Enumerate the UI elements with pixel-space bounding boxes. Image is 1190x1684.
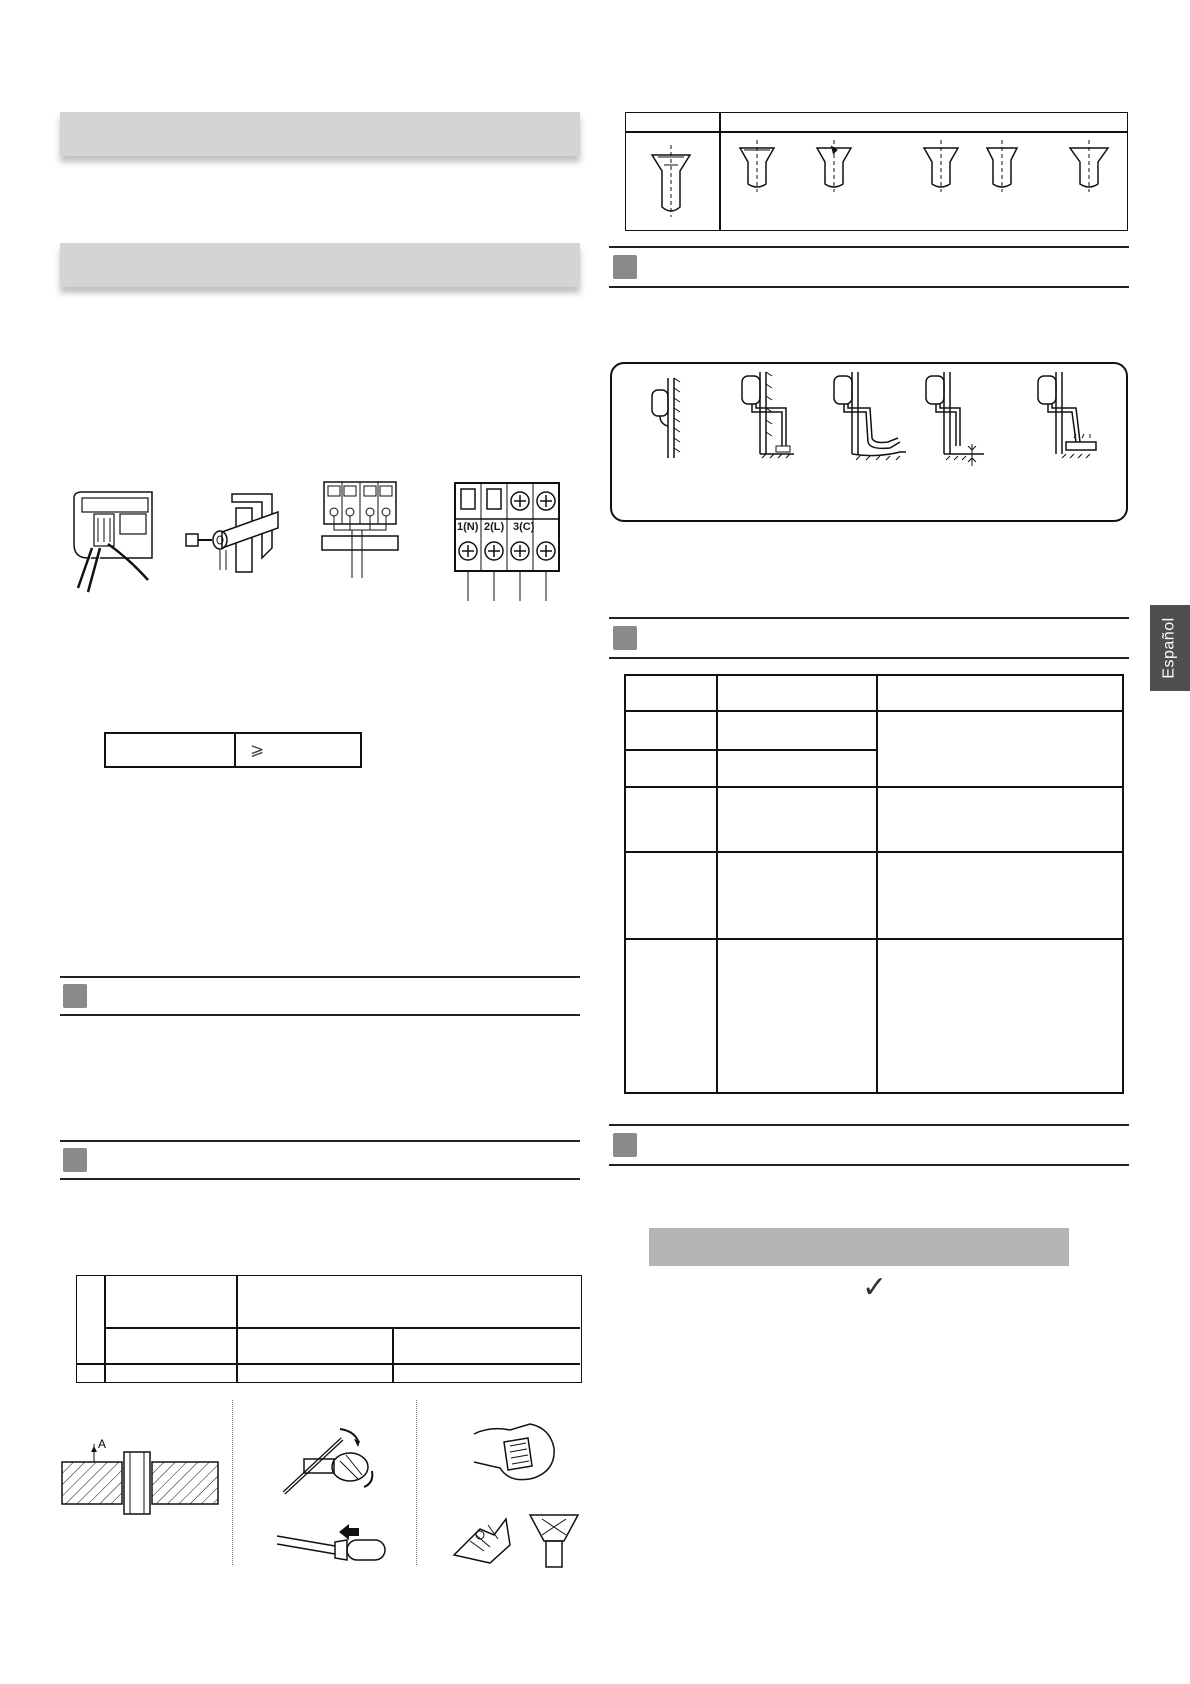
- section-header-right-1: [609, 246, 1129, 288]
- drain-hose-icon-2: [738, 372, 794, 464]
- cable-clamp-illustration: [182, 492, 282, 577]
- nut-insertion-illustration: [470, 1418, 560, 1493]
- section-marker: [613, 255, 637, 279]
- flare-pipe-icon: [650, 145, 692, 217]
- drain-hose-icon-5: [1034, 372, 1104, 464]
- outdoor-terminal-block-icon: [455, 483, 559, 601]
- spec-table: [104, 732, 362, 768]
- drain-hose-icon-1: [650, 378, 690, 458]
- flaring-tool-illustration: [450, 1505, 580, 1570]
- terminal-label-2: 2(L): [484, 521, 505, 533]
- language-tab-label: Español: [1161, 617, 1179, 679]
- flare-defect-icon-1: [738, 140, 776, 192]
- illustration-divider: [232, 1400, 233, 1565]
- pipe-size-table: [76, 1275, 582, 1383]
- svg-text:A: A: [98, 1437, 107, 1451]
- section-banner-1: [60, 112, 580, 156]
- language-tab[interactable]: [1150, 605, 1190, 691]
- section-header-left-2: [60, 1140, 580, 1180]
- flare-defect-icon-4: [985, 140, 1019, 192]
- spec-table-symbol: ⩾: [250, 740, 265, 759]
- section-header-left-1: [60, 976, 580, 1016]
- flare-defect-icon-3: [922, 140, 960, 192]
- section-marker: [613, 626, 637, 650]
- flare-dimension-illustration: [60, 1430, 220, 1515]
- cable-entry-illustration: [68, 488, 158, 593]
- section-banner-2: [60, 243, 580, 287]
- section-marker: [613, 1133, 637, 1157]
- terminal-block-diagram: [322, 480, 402, 580]
- check-mark-icon: ✓: [862, 1271, 888, 1304]
- drain-hose-icon-3: [830, 372, 906, 464]
- drain-hose-icon-4: [922, 372, 984, 468]
- section-marker: [63, 1148, 87, 1172]
- section-header-right-2: [609, 617, 1129, 659]
- section-marker: [63, 984, 87, 1008]
- status-bar: [649, 1228, 1069, 1266]
- flare-inspection-table: [625, 112, 1128, 231]
- terminal-label-3: 3(C): [513, 521, 535, 533]
- terminal-label-1: 1(N): [457, 521, 479, 533]
- flare-defect-icon-5: [1068, 140, 1110, 192]
- check-table: [624, 674, 1124, 1094]
- pipe-cutter-illustration: [280, 1425, 390, 1500]
- section-header-right-3: [609, 1124, 1129, 1166]
- flare-defect-icon-2: [815, 140, 853, 192]
- illustration-divider: [416, 1400, 417, 1565]
- deburring-illustration: [275, 1520, 390, 1570]
